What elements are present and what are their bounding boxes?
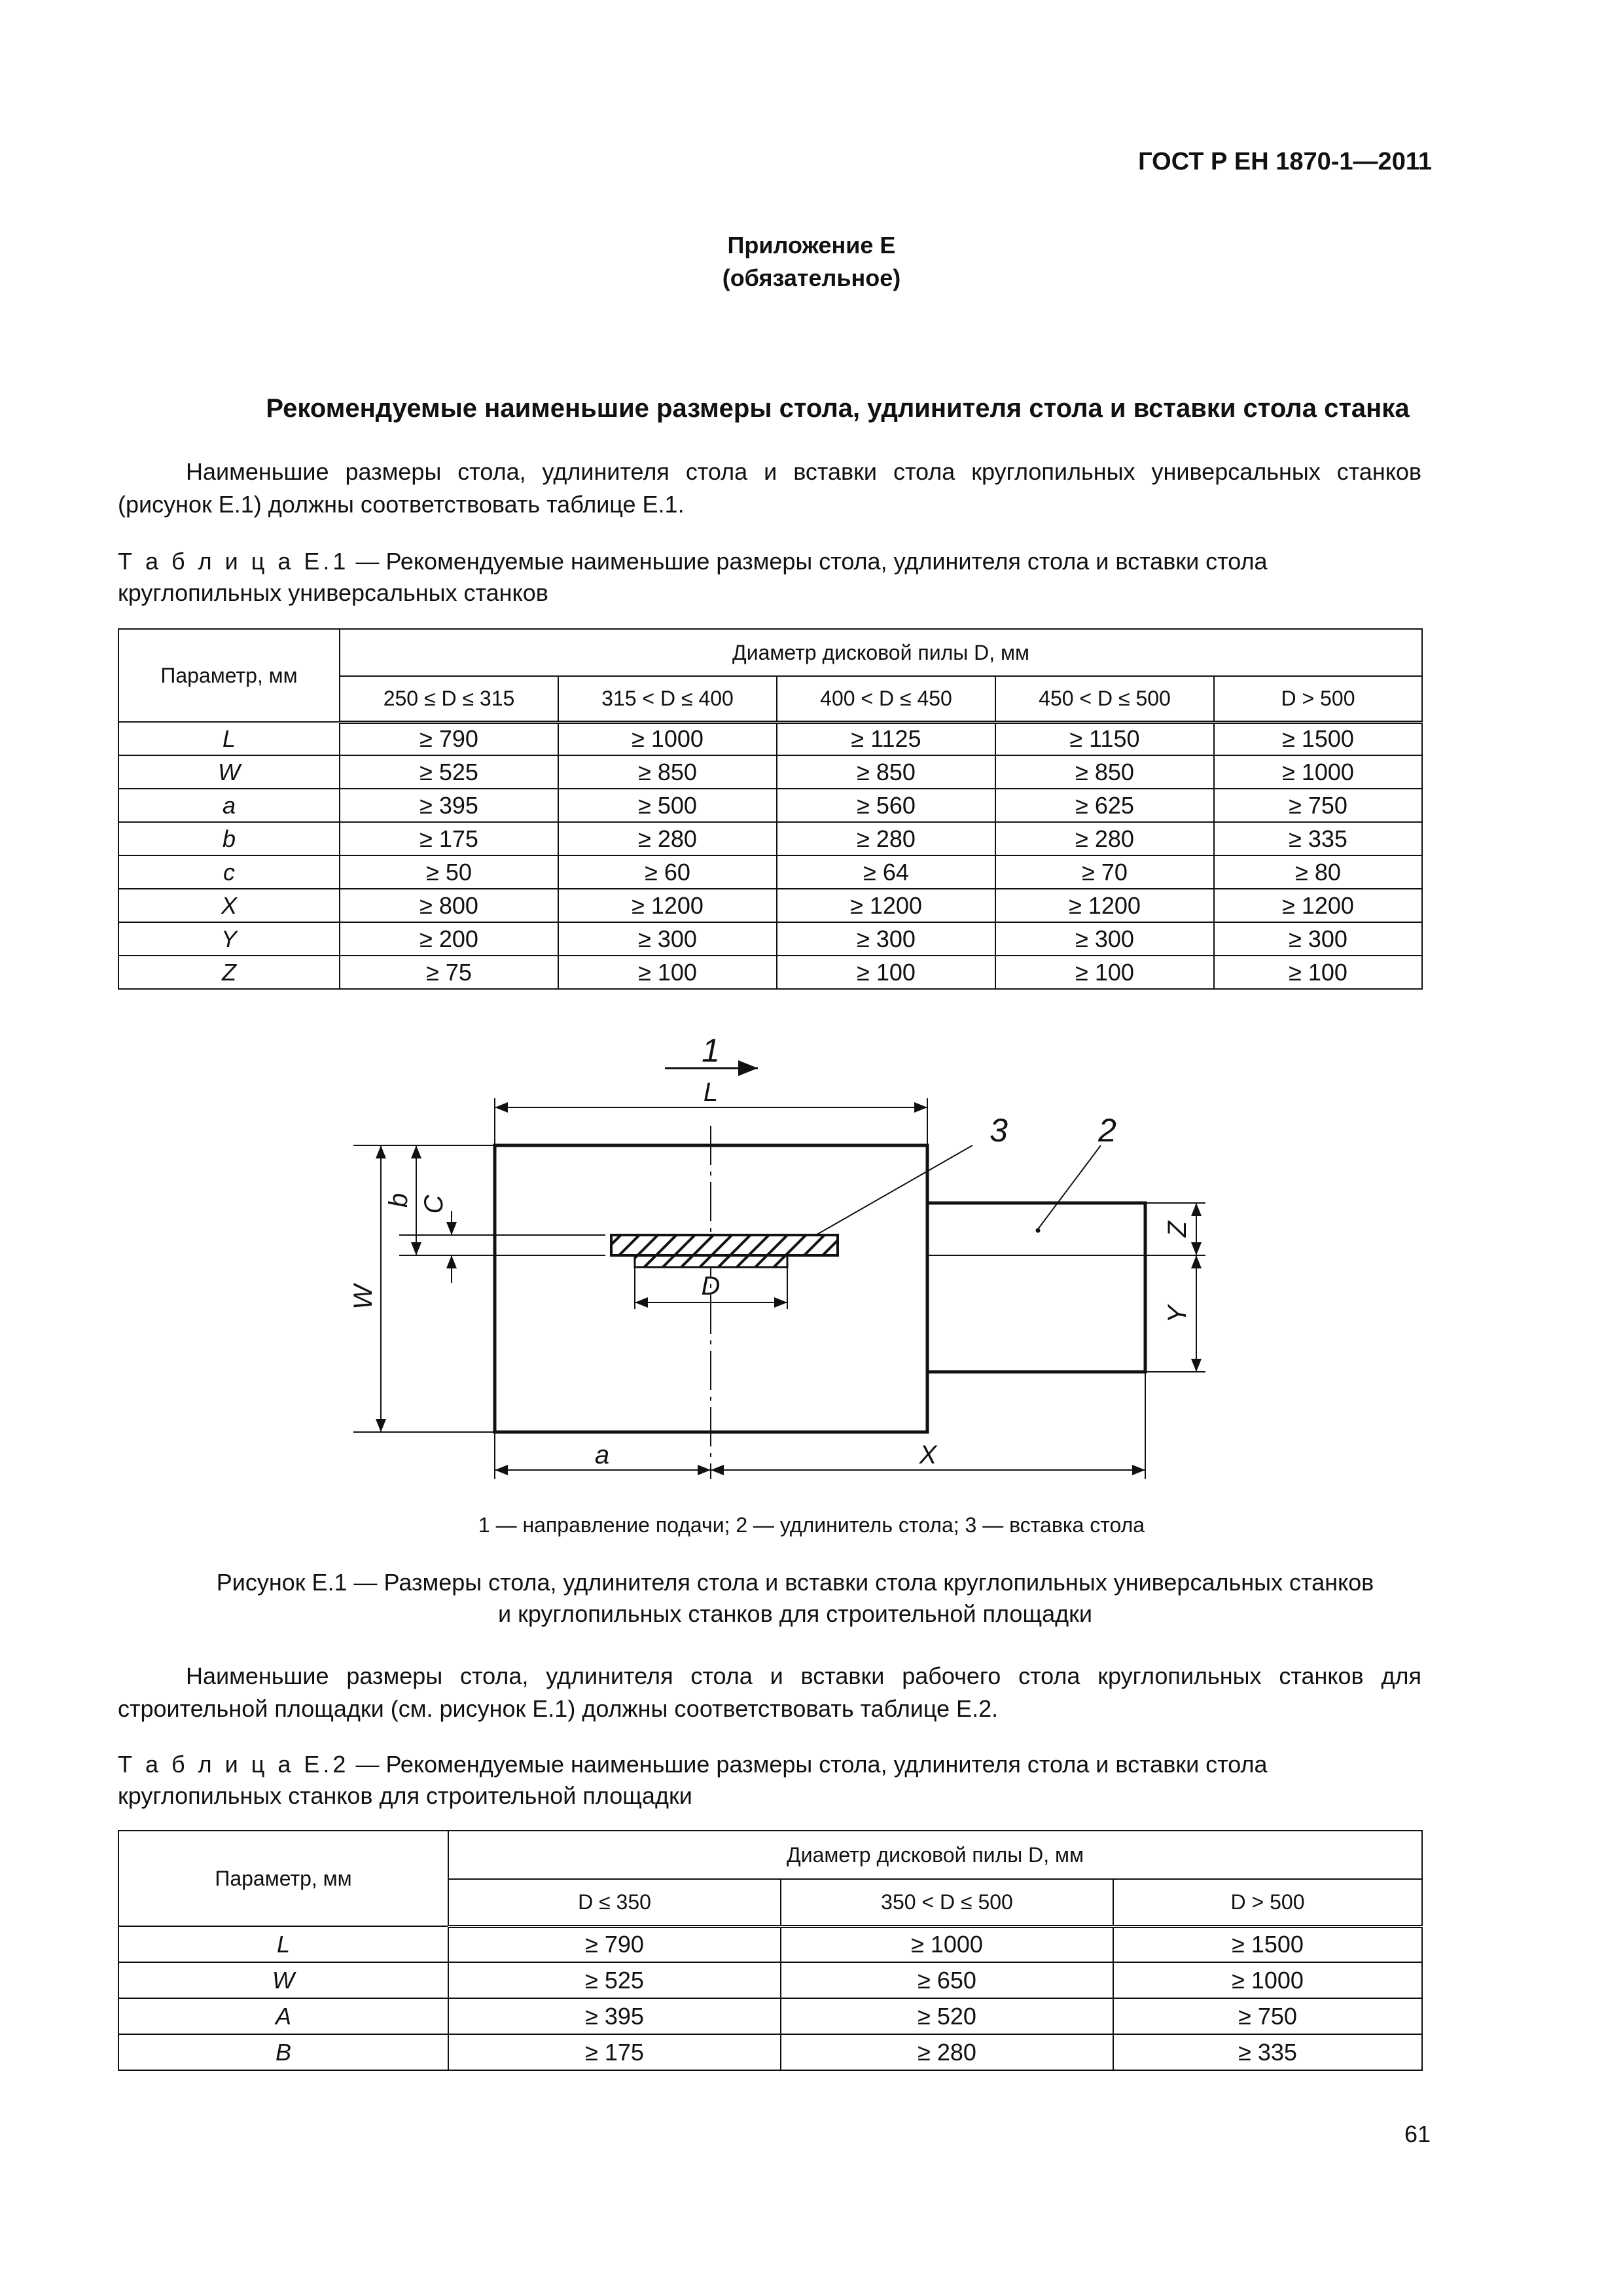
value-cell: ≥ 60	[558, 855, 777, 889]
value-cell: ≥ 70	[995, 855, 1214, 889]
param-cell: X	[118, 889, 340, 922]
figure-caption-line2: и круглопильных станков для строительной площадки	[498, 1600, 1092, 1627]
table-row	[118, 789, 1422, 822]
table-row	[118, 1962, 1422, 1998]
param-cell: W	[118, 1962, 448, 1998]
label-D: D	[701, 1272, 721, 1300]
value-cell: ≥ 1000	[1214, 755, 1422, 789]
value-cell: ≥ 850	[995, 755, 1214, 789]
value-cell: ≥ 625	[995, 789, 1214, 822]
value-cell: ≥ 335	[1214, 822, 1422, 855]
param-cell: B	[118, 2034, 448, 2070]
value-cell: ≥ 300	[777, 922, 995, 956]
value-cell: ≥ 1500	[1113, 1926, 1422, 1962]
value-cell: ≥ 175	[340, 822, 558, 855]
param-header: Параметр, мм	[118, 1831, 448, 1926]
value-cell: ≥ 750	[1113, 1998, 1422, 2034]
label-b: b	[384, 1193, 413, 1208]
value-cell: ≥ 1200	[777, 889, 995, 922]
value-cell: ≥ 100	[558, 956, 777, 989]
value-cell: ≥ 850	[558, 755, 777, 789]
table-e1	[118, 628, 1423, 990]
value-cell: ≥ 75	[340, 956, 558, 989]
value-cell: ≥ 100	[995, 956, 1214, 989]
param-cell: L	[118, 722, 340, 755]
table-row	[118, 1926, 1422, 1962]
section-title: Рекомендуемые наименьшие размеры стола, удлинителя стола и вставки стола станка	[266, 394, 1410, 423]
label-1: 1	[702, 1032, 720, 1069]
table-row	[118, 889, 1422, 922]
value-cell: ≥ 1125	[777, 722, 995, 755]
param-cell: a	[118, 789, 340, 822]
value-cell: ≥ 280	[781, 2034, 1113, 2070]
table-row	[118, 755, 1422, 789]
param-cell: W	[118, 755, 340, 789]
table1-caption: Т а б л и ц а Е.1 — Рекомендуемые наименьшие размеры стола, удлинителя стола и вставки стола круглопильных универсальных станков	[118, 548, 1268, 606]
value-cell: ≥ 280	[995, 822, 1214, 855]
insert-underside	[635, 1255, 787, 1267]
param-cell: A	[118, 1998, 448, 2034]
value-cell: ≥ 520	[781, 1998, 1113, 2034]
value-cell: ≥ 1200	[558, 889, 777, 922]
value-cell: ≥ 280	[777, 822, 995, 855]
group-header: Диаметр дисковой пилы D, мм	[340, 629, 1422, 676]
label-W: W	[349, 1285, 378, 1310]
column-header: D > 500	[1113, 1879, 1422, 1926]
value-cell: ≥ 50	[340, 855, 558, 889]
label-c: C	[419, 1194, 448, 1214]
value-cell: ≥ 500	[558, 789, 777, 822]
table-row	[118, 822, 1422, 855]
value-cell: ≥ 1000	[1113, 1962, 1422, 1998]
value-cell: ≥ 1150	[995, 722, 1214, 755]
table-row	[118, 956, 1422, 989]
param-cell: c	[118, 855, 340, 889]
label-X: X	[919, 1441, 937, 1469]
figure-e1	[0, 1021, 1623, 1505]
table-e2	[118, 1830, 1423, 2071]
table-row	[118, 1998, 1422, 2034]
value-cell: ≥ 560	[777, 789, 995, 822]
value-cell: ≥ 280	[558, 822, 777, 855]
value-cell: ≥ 100	[1214, 956, 1422, 989]
table-insert	[611, 1235, 838, 1255]
value-cell: ≥ 750	[1214, 789, 1422, 822]
column-header: 400 < D ≤ 450	[777, 676, 995, 722]
param-cell: Z	[118, 956, 340, 989]
label-2: 2	[1098, 1112, 1116, 1149]
group-header: Диаметр дисковой пилы D, мм	[448, 1831, 1422, 1879]
value-cell: ≥ 525	[448, 1962, 781, 1998]
value-cell: ≥ 100	[777, 956, 995, 989]
column-header: D ≤ 350	[448, 1879, 781, 1926]
figure-caption	[0, 1567, 1590, 1630]
value-cell: ≥ 64	[777, 855, 995, 889]
param-cell: Y	[118, 922, 340, 956]
figure-legend: 1 — направление подачи; 2 — удлинитель стола; 3 — вставка стола	[478, 1513, 1145, 1537]
param-header: Параметр, мм	[118, 629, 340, 722]
value-cell: ≥ 650	[781, 1962, 1113, 1998]
figure-caption-line1: Рисунок Е.1 — Размеры стола, удлинителя стола и вставки стола круглопильных универсальных станков	[216, 1569, 1374, 1596]
value-cell: ≥ 395	[448, 1998, 781, 2034]
label-L: L	[703, 1078, 719, 1107]
table-row	[118, 722, 1422, 755]
value-cell: ≥ 1000	[781, 1926, 1113, 1962]
page-number: 61	[1404, 2121, 1431, 2147]
column-header: D > 500	[1214, 676, 1422, 722]
param-cell: L	[118, 1926, 448, 1962]
value-cell: ≥ 200	[340, 922, 558, 956]
table-row	[118, 2034, 1422, 2070]
column-header: 250 ≤ D ≤ 315	[340, 676, 558, 722]
label-Z: Z	[1163, 1221, 1192, 1238]
value-cell: ≥ 790	[340, 722, 558, 755]
value-cell: ≥ 80	[1214, 855, 1422, 889]
value-cell: ≥ 850	[777, 755, 995, 789]
label-a: a	[594, 1441, 610, 1469]
column-header: 450 < D ≤ 500	[995, 676, 1214, 722]
table-extension-outline	[927, 1203, 1145, 1372]
value-cell: ≥ 525	[340, 755, 558, 789]
paragraph-1: Наименьшие размеры стола, удлинителя стола и вставки стола круглопильных универсальных станков (рисунок Е.1) должны соответствовать таблице Е.1.	[118, 458, 1421, 518]
table-row	[118, 855, 1422, 889]
table-row	[118, 922, 1422, 956]
value-cell: ≥ 300	[558, 922, 777, 956]
param-cell: b	[118, 822, 340, 855]
value-cell: ≥ 175	[448, 2034, 781, 2070]
column-header: 350 < D ≤ 500	[781, 1879, 1113, 1926]
label-Y: Y	[1163, 1305, 1192, 1323]
value-cell: ≥ 395	[340, 789, 558, 822]
label-3: 3	[990, 1112, 1008, 1149]
standard-designation: ГОСТ Р ЕН 1870-1—2011	[1138, 148, 1432, 175]
appendix-status: (обязательное)	[722, 264, 901, 291]
value-cell: ≥ 1000	[558, 722, 777, 755]
value-cell: ≥ 790	[448, 1926, 781, 1962]
value-cell: ≥ 800	[340, 889, 558, 922]
value-cell: ≥ 300	[995, 922, 1214, 956]
value-cell: ≥ 335	[1113, 2034, 1422, 2070]
value-cell: ≥ 1500	[1214, 722, 1422, 755]
value-cell: ≥ 300	[1214, 922, 1422, 956]
column-header: 315 < D ≤ 400	[558, 676, 777, 722]
value-cell: ≥ 1200	[1214, 889, 1422, 922]
value-cell: ≥ 1200	[995, 889, 1214, 922]
table2-caption: Т а б л и ц а Е.2 — Рекомендуемые наименьшие размеры стола, удлинителя стола и вставки стола круглопильных станков для строительной площадки	[118, 1751, 1268, 1809]
appendix-heading	[0, 229, 1623, 295]
paragraph-2: Наименьшие размеры стола, удлинителя стола и вставки рабочего стола круглопильных станков для строительной площадки (см. рисунок Е.1) должны соответствовать таблице Е.2.	[118, 1662, 1421, 1722]
appendix-title: Приложение Е	[727, 232, 896, 259]
